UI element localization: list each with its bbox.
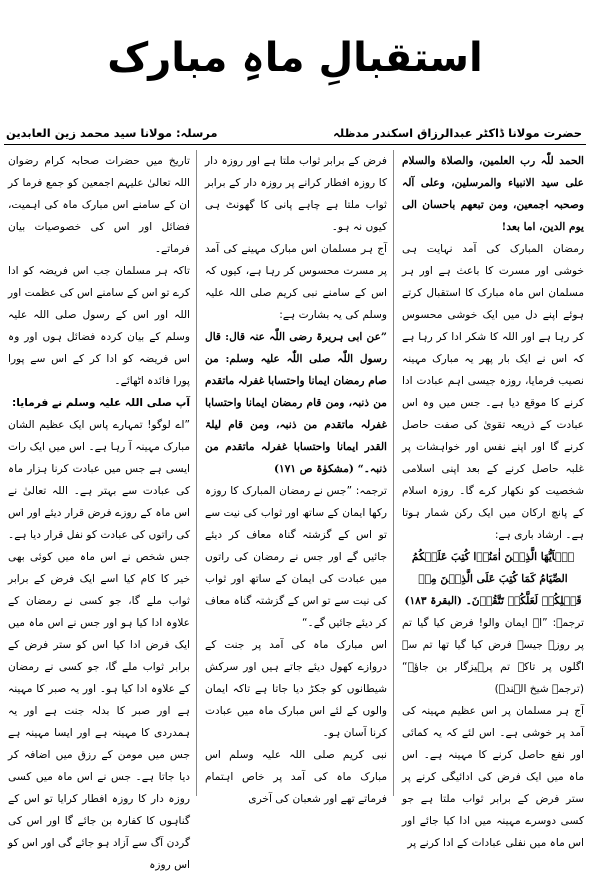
paragraph: نبی کریم صلی اللہ علیہ وسلم اس مبارک ماہ کی آمد پر خاص اہتمام فرماتے تھے اور شعبان کی آخری xyxy=(205,749,387,805)
header-rule xyxy=(4,144,586,145)
paragraph: تاریخ میں حضرات صحابہ کرام رضوان اللہ تعالیٰ علیہم اجمعین کو جمع فرما کر ان کے سامنے اس مبارک ماہ کی اہمیت، فضائل اور اس کی خصوصیات بیان فرماتے۔ xyxy=(8,155,190,255)
author-name: حضرت مولانا ڈاکٹر عبدالرزاق اسکندر مدظلہ xyxy=(333,126,582,140)
paragraph: فرض کے برابر ثواب ملتا ہے اور روزہ دار کا روزہ افطار کرانے پر روزہ دار کے برابر ثواب ملتا ہے چاہے پانی کا گھونٹ ہی کیوں نہ ہو۔ xyxy=(205,155,387,233)
column-divider xyxy=(393,150,394,796)
paragraph: آج ہر مسلمان پر اس عظیم مہینہ کی آمد پر خوشی ہے۔ اس لئے کہ یہ کمائی اور نفع حاصل کرنے کا مہینہ ہے۔ اس ماہ میں ایک فرض کی ادائیگی کرنے پر ستر فرض کے برابر ثواب ملتا ہے جو کسی دوسرے مہینہ میں ادا کیا جائے اور اس ماہ میں نفلی عبادات کے ادا کرنے پر xyxy=(402,705,584,849)
column-middle xyxy=(205,150,387,805)
column-divider xyxy=(196,150,197,796)
quran-verse: یٰۤاَیُّهَا الَّذِیۡنَ اٰمَنُوۡا کُتِبَ عَلَیۡکُمُ الصِّیَامُ کَمَا کُتِبَ عَلَی الَّذِیۡنَ مِنۡ قَبۡلِکُمۡ لَعَلَّکُمۡ تَتَّقُوۡنَ۔ (البقرۃ ۱۸۳) xyxy=(404,551,582,607)
paragraph: رمضان المبارک کی آمد نہایت ہی خوشی اور مسرت کا باعث ہے اور ہر مسلمان اس ماہ مبارک کا استقبال کرتے ہوئے اپنے دل میں ایک خوشی محسوس کر رہا ہے اور اللہ کا شکر ادا کر رہا ہے کہ اس نے ایک بار پھر یہ مبارک مہینہ نصیب فرمایا، روزہ جیسی اہم عبادت ادا کرنے کا موقع دیا ہے۔ جس میں وہ اس عبادت کے ذریعہ تقویٰ کی صفت حاصل کرنے گا اور اپنے نفس اور خواہشات پر غلبہ حاصل کرنے کے بعد اپنی اسلامی شخصیت کو نکھار کرے گا۔ روزہ اسلام کے پانچ ارکان میں ایک رکن شمار ہوتا ہے۔ ارشاد باری ہے: xyxy=(402,243,584,541)
column-right xyxy=(402,150,584,849)
sermon-quote: ”اے لوگو! تمہارے پاس ایک عظیم الشان مبارک مہینہ آ رہا ہے۔ اس میں ایک رات ایسی ہے جس میں عبادت کرنا ہزار ماہ کی عبادت سے بہتر ہے۔ اللہ تعالیٰ نے اس ماہ کے روزے فرض قرار دیئے اور اس کی راتوں کی عبادت کو نفل قرار دیا ہے۔ جس شخص نے اس ماہ میں کوئی بھی خیر کا کام کیا اسے ایک فرض کے برابر ثواب ملے گا، جو کسی نے رمضان کے علاوہ ادا کیا ہو اور جس نے اس ماہ میں ایک فرض ادا کیا اس کو ستر فرض کے برابر ثواب ملے گا، جو کسی نے رمضان کے علاوہ ادا کیا ہو۔ اور یہ صبر کا مہینہ ہے اور صبر کا بدلہ جنت ہے اور یہ ہمدردی کا مہینہ ہے اور ایسا مہینہ ہے جس میں مومن کے رزق میں اضافہ کر دیا جاتا ہے۔ جس نے اس ماہ میں کسی روزہ دار کا روزہ افطار کرایا تو اس کے گناہوں کا کفارہ بن جائے گا اور اس کی گردن آگ سے آزاد ہو جائے گی اور اس کو اس روزہ xyxy=(8,419,190,871)
hadith-translation: ترجمہ: ”جس نے رمضان المبارک کا روزہ رکھا ایمان کے ساتھ اور ثواب کی نیت سے تو اس کے گزشتہ گناہ معاف کر دیئے جائیں گے اور جس نے رمضان کی راتوں میں عبادت کی ایمان کے ساتھ اور ثواب کی نیت سے تو اس کے گزشتہ گناہ معاف کر دیئے جائیں گے۔“ xyxy=(205,485,387,629)
column-left xyxy=(8,150,190,871)
compiler-name: مرسلہ: مولانا سید محمد زین العابدین xyxy=(6,126,218,140)
paragraph: اس مبارک ماہ کی آمد پر جنت کے دروازے کھول دیئے جاتے ہیں اور سرکش شیطانوں کو جکڑ دیا جاتا ہے تاکہ ایمان والوں کے لئے اس مبارک ماہ میں عبادت کرنا آسان ہو۔ xyxy=(205,639,387,739)
paragraph: آج ہر مسلمان اس مبارک مہینے کی آمد پر مسرت محسوس کر رہا ہے، کیوں کہ اس کے سامنے نبی کریم صلی اللہ علیہ وسلم کی یہ بشارت ہے: xyxy=(205,243,387,321)
verse-translation: ترجمہ: ”اے ایمان والو! فرض کیا گیا تم پر روزہ جیسے فرض کیا گیا تھا تم سے اگلوں پر تاکہ تم پرہیزگار بن جاؤ۔“ (ترجمہ شیخ الہندؒ) xyxy=(402,617,584,695)
page-title: استقبالِ ماہِ مبارک xyxy=(107,35,483,81)
paragraph: آپ صلی اللہ علیہ وسلم نے فرمایا: xyxy=(12,397,190,409)
paragraph: تاکہ ہر مسلمان جب اس فریضہ کو ادا کرے تو اس کے سامنے اس کی عظمت اور اللہ اور اس کے رسول صلی اللہ علیہ وسلم کے بیان کردہ فضائل ہوں اور وہ اس فریضہ کو ادا کر کے اس سے پورا پورا فائدہ اٹھائے۔ xyxy=(8,265,190,387)
opening-invocation: الحمد للّٰہ رب العلمین، والصلاة والسلام علی سید الانبیاء والمرسلین، وعلی آلہ وصحبہ اجمعین، ومن تبعهم باحسان الی یوم الدین، اما بعد! xyxy=(402,155,584,233)
byline xyxy=(6,124,582,142)
hadith-text: ”عن ابی ہریرۃ رضی اللّٰہ عنہ قال: قال رسول اللّٰہ صلی اللّٰہ علیہ وسلم: من صام رمضان ایمانا واحتسابا غفرلہ ماتقدم من ذنبہ، ومن قام رمضان ایمانا واحتسابا غفرلہ ماتقدم من ذنبہ، ومن قام لیلۃ القدر ایمانا واحتسابا غفرلہ ماتقدم من ذنبہ۔“ (مشکوٰۃ ص ۱۷۱) xyxy=(205,331,387,475)
